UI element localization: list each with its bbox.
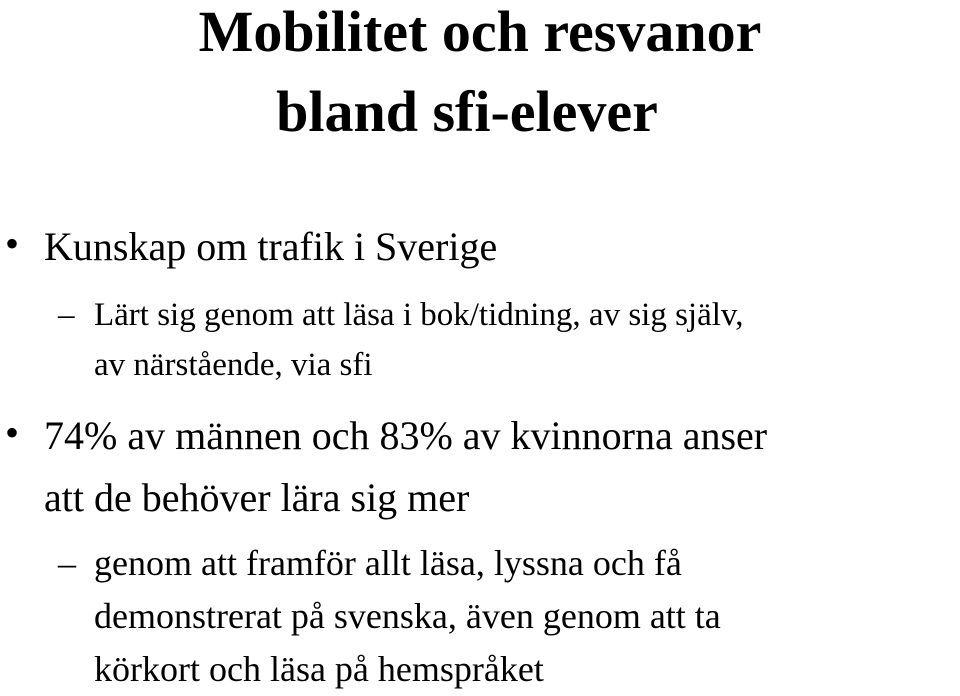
title-line-1: Mobilitet och resvanor	[198, 0, 762, 64]
sub-text	[94, 290, 956, 390]
sub-line-2: demonstrerat på svenska, även genom att ta	[94, 596, 721, 636]
sub-text	[94, 537, 956, 696]
sub-line-1: genom att framför allt läsa, lyssna och få	[94, 543, 682, 583]
bullet-line-2: att de behöver lära sig mer	[44, 475, 470, 520]
bullet-text	[44, 405, 956, 529]
bullet-marker: •	[5, 410, 20, 455]
sub-line-1: Lärt sig genom att läsa i bok/tidning, av sig själv,	[94, 297, 744, 333]
bullet-line-1: Kunskap om trafik i Sverige	[44, 224, 498, 269]
sub-marker: –	[58, 543, 76, 583]
title-line-2: bland sfi-elever	[276, 79, 658, 144]
sub-marker: –	[58, 297, 75, 333]
bullet-text	[44, 216, 956, 278]
slide-title	[0, 0, 960, 152]
bullet-marker: •	[5, 221, 20, 266]
sub-line-3: körkort och läsa på hemspråket	[94, 649, 544, 689]
sub-line-2: av närstående, via sfi	[94, 347, 373, 383]
bullet-line-1: 74% av männen och 83% av kvinnorna anser	[44, 413, 768, 458]
